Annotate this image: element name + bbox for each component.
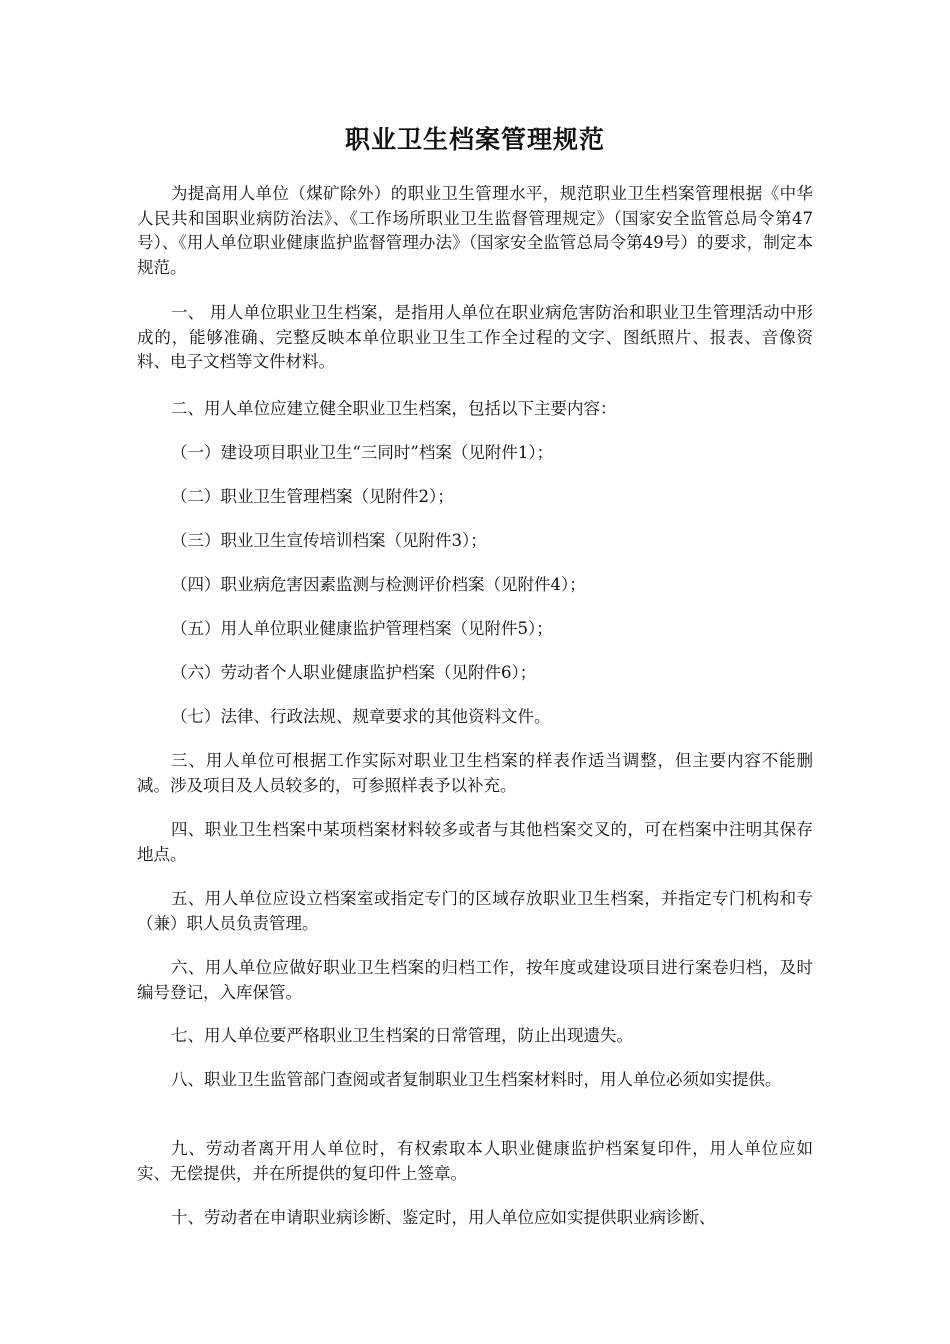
clause-10-paragraph: 十、劳动者在申请职业病诊断、鉴定时，用人单位应如实提供职业病诊断、: [171, 1208, 716, 1227]
clause-2-paragraph: 二、用人单位应建立健全职业卫生档案，包括以下主要内容：: [171, 399, 617, 418]
intro-paragraph: 为提高用人单位（煤矿除外）的职业卫生管理水平，规范职业卫生档案管理根据《中华人民共和国职业病防治法》、《工作场所职业卫生监督管理规定》（国家安全监管总局令第47号）、《用人单位职业健康监护监督管理办法》（国家安全监管总局令第49号）的要求，制定本规范。: [137, 184, 813, 277]
clause-4-paragraph: 四、职业卫生档案中某项档案材料较多或者与其他档案交叉的，可在档案中注明其保存地点。: [137, 820, 813, 864]
list-item: （五）用人单位职业健康监护管理档案（见附件5）；: [171, 619, 553, 638]
list-item: （三）职业卫生宣传培训档案（见附件3）；: [171, 531, 487, 550]
clause-3-paragraph: 三、用人单位可根据工作实际对职业卫生档案的样表作适当调整，但主要内容不能删减。涉及项目及人员较多的，可参照样表予以补充。: [137, 751, 813, 795]
list-item: （七）法律、行政法规、规章要求的其他资料文件。: [171, 707, 551, 726]
document-title: 职业卫生档案管理规范: [344, 125, 605, 154]
clause-1-paragraph: 一、 用人单位职业卫生档案，是指用人单位在职业病危害防治和职业卫生管理活动中形成的，能够准确、完整反映本单位职业卫生工作全过程的文字、图纸照片、报表、音像资料、电子文档等文件材料。: [137, 303, 813, 371]
list-item: （六）劳动者个人职业健康监护档案（见附件6）；: [171, 663, 537, 682]
clause-5-paragraph: 五、用人单位应设立档案室或指定专门的区域存放职业卫生档案，并指定专门机构和专（兼）职人员负责管理。: [137, 889, 813, 933]
list-item: （四）职业病危害因素监测与检测评价档案（见附件4）；: [171, 575, 586, 594]
clause-6-paragraph: 六、用人单位应做好职业卫生档案的归档工作，按年度或建设项目进行案卷归档，及时编号登记，入库保管。: [137, 958, 813, 1002]
clause-9-paragraph: 九、劳动者离开用人单位时，有权索取本人职业健康监护档案复印件，用人单位应如实、无偿提供，并在所提供的复印件上签章。: [137, 1139, 813, 1183]
list-item: （二）职业卫生管理档案（见附件2）；: [171, 487, 454, 506]
list-item: （一）建设项目职业卫生“三同时”档案（见附件1）；: [171, 443, 554, 462]
clause-7-paragraph: 七、用人单位要严格职业卫生档案的日常管理，防止出现遗失。: [171, 1026, 633, 1045]
clause-8-paragraph: 八、职业卫生监管部门查阅或者复制职业卫生档案材料时，用人单位必须如实提供。: [171, 1070, 782, 1089]
